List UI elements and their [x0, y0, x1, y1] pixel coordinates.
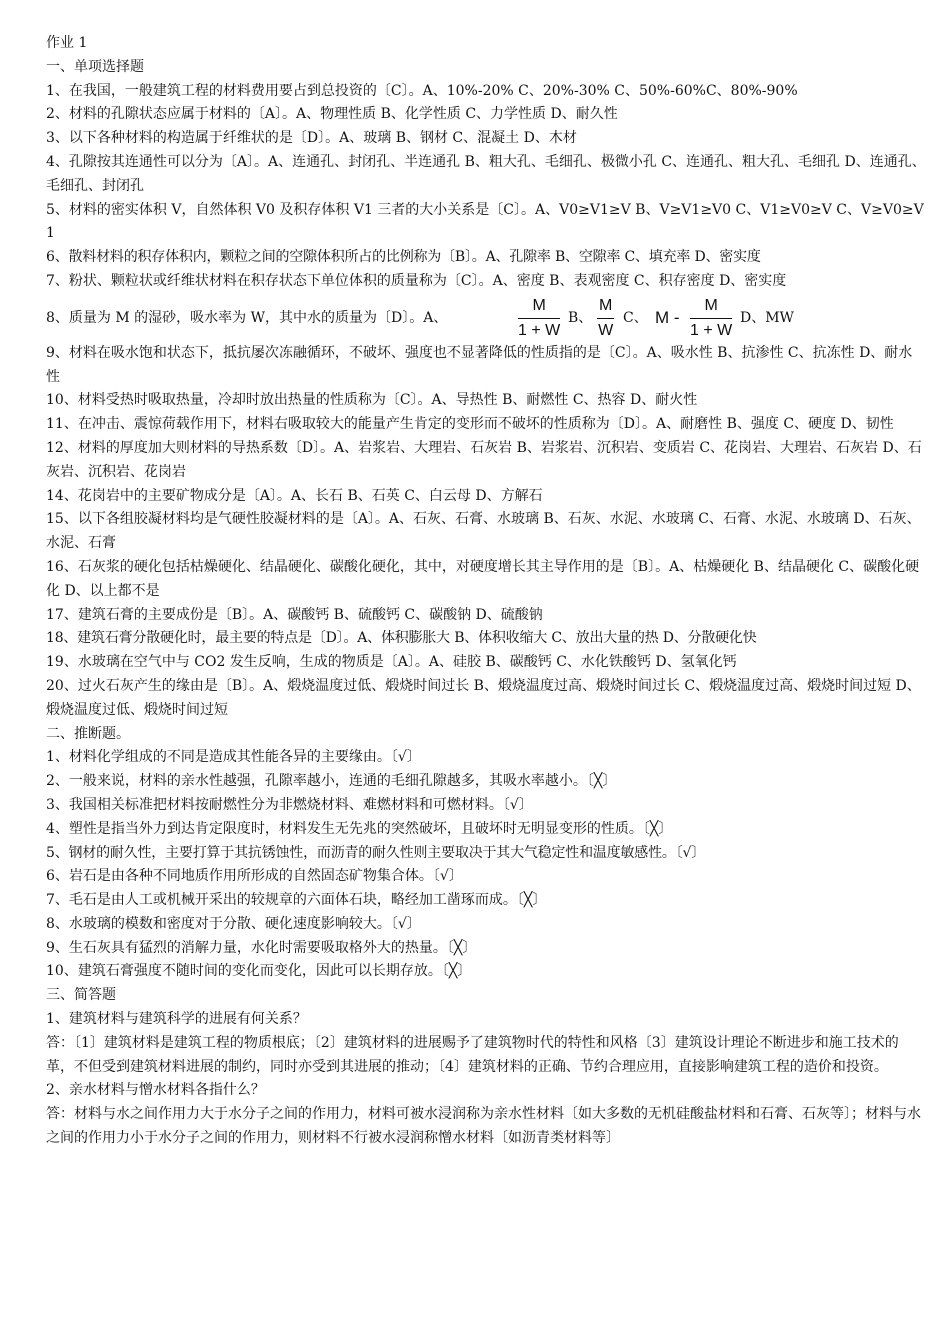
- question-2: 2、材料的孔隙状态应属于材料的〔A〕。A、物理性质 B、化学性质 C、力学性质 D、耐久性: [46, 106, 618, 123]
- doc-title: 作业 1: [46, 35, 88, 51]
- judgement-item: 10、建筑石膏强度不随时间的变化而变化，因此可以长期存放。〔╳〕: [46, 963, 472, 980]
- fraction-c-numerator: M: [690, 294, 732, 319]
- question-9: 9、材料在吸水饱和状态下，抵抗屡次冻融循环，不破坏、强度也不显著降低的性质指的是〔C〕。A、吸水性 B、抗渗性 C、抗冻性 D、耐水性: [46, 344, 913, 385]
- question-18: 18、建筑石膏分散硬化时，最主要的特点是〔D〕。A、体积膨胀大 B、体积收缩大 C、放出大量的热 D、分散硬化快: [46, 630, 757, 647]
- question-8: [46, 294, 926, 342]
- question-6: 6、散料材料的积存体积内，颗粒之间的空隙体积所占的比例称为〔B〕。A、孔隙率 B、空隙率 C、填充率 D、密实度: [46, 249, 761, 266]
- judgement-item: 3、我国相关标准把材料按耐燃性分为非燃烧材料、难燃材料和可燃材料。〔√〕: [46, 796, 533, 813]
- question-3: 3、以下各种材料的构造属于纤维状的是〔D〕。A、玻璃 B、钢材 C、混凝土 D、木材: [46, 130, 577, 147]
- option-d-text: D、MW: [740, 309, 794, 326]
- judgement-item: 6、岩石是由各种不同地质作用所形成的自然固态矿物集合体。〔√〕: [46, 868, 463, 885]
- short-answer-2: 答：材料与水之间作用力大于水分子之间的作用力，材料可被水浸润称为亲水性材料〔如大多数的无机硅酸盐材料和石膏、石灰等〕；材料与水之间的作用力小于水分子之间的作用力，则材料不行被水浸润称憎水材料〔如沥青类材料等〕: [46, 1106, 921, 1147]
- question-14: 14、花岗岩中的主要矿物成分是〔A〕。A、长石 B、石英 C、白云母 D、方解石: [46, 487, 543, 504]
- fraction-a: [518, 294, 560, 343]
- judgement-item: 4、塑性是指当外力到达肯定限度时，材料发生无先兆的突然破坏，且破坏时无明显变形的性质。〔╳〕: [46, 820, 673, 837]
- fraction-c-denominator: 1 + W: [690, 321, 733, 339]
- option-c-label: C、: [623, 309, 648, 326]
- option-c-minus: M -: [655, 307, 680, 327]
- section-heading-judgement: 二、推断题。: [46, 725, 130, 742]
- judgement-item: 7、毛石是由人工或机械开采出的较规章的六面体石块，略经加工凿琢而成。〔╳〕: [46, 892, 547, 909]
- question-15: 15、以下各组胶凝材料均是气硬性胶凝材料的是〔A〕。A、石灰、石膏、水玻璃 B、石灰、水泥、水玻璃 C、石膏、水泥、水玻璃 D、石灰、水泥、石膏: [46, 511, 921, 552]
- judgement-item: 2、一般来说，材料的亲水性越强，孔隙率越小，连通的毛细孔隙越多，其吸水率越小。〔╳〕: [46, 773, 617, 790]
- judgement-item: 8、水玻璃的模数和密度对于分散、硬化速度影响较大。〔√〕: [46, 915, 421, 932]
- short-question-1: 1、建筑材料与建筑科学的进展有何关系？: [46, 1011, 307, 1028]
- judgement-item: 5、钢材的耐久性，主要打算于其抗锈蚀性，而沥青的耐久性则主要取决于其大气稳定性和温度敏感性。〔√〕: [46, 844, 706, 861]
- document-page: [46, 32, 926, 1151]
- question-5: 5、材料的密实体积 V，自然体积 V0 及积存体积 V1 三者的大小关系是〔C〕。A、V0≥V1≥V B、V≥V1≥V0 C、V1≥V0≥V C、V≥V0≥V1: [46, 201, 924, 242]
- question-17: 17、建筑石膏的主要成份是〔B〕。A、碳酸钙 B、硫酸钙 C、碳酸钠 D、硫酸钠: [46, 606, 543, 623]
- fraction-c: [690, 294, 732, 343]
- question-7: 7、粉状、颗粒状或纤维状材料在积存状态下单位体积的质量称为〔C〕。A、密度 B、表观密度 C、积存密度 D、密实度: [46, 272, 787, 289]
- question-12: 12、材料的厚度加大则材料的导热系数〔D〕。A、岩浆岩、大理岩、石灰岩 B、岩浆岩、沉积岩、变质岩 C、花岗岩、大理岩、石灰岩 D、石灰岩、沉积岩、花岗岩: [46, 439, 922, 480]
- question-19: 19、水玻璃在空气中与 CO2 发生反响，生成的物质是〔A〕。A、硅胶 B、碳酸钙 C、水化铁酸钙 D、氢氧化钙: [46, 654, 737, 671]
- question-16: 16、石灰浆的硬化包括枯燥硬化、结晶硬化、碳酸化硬化，其中，对硬度增长其主导作用的是〔B〕。A、枯燥硬化 B、结晶硬化 C、碳酸化硬化 D、以上都不是: [46, 558, 920, 599]
- section-heading-choice: 一、单项选择题: [46, 58, 144, 75]
- section-heading-short-answer: 三、简答题: [46, 987, 116, 1004]
- fraction-b: [597, 294, 614, 343]
- short-question-2: 2、亲水材料与憎水材料各指什么？: [46, 1082, 265, 1099]
- judgement-item: 1、材料化学组成的不同是造成其性能各异的主要缘由。〔√〕: [46, 749, 421, 766]
- question-20: 20、过火石灰产生的缘由是〔B〕。A、煅烧温度过低、煅烧时间过长 B、煅烧温度过高、煅烧时间过长 C、煅烧温度过高、煅烧时间过短 D、煅烧温度过低、煅烧时间过短: [46, 677, 921, 718]
- question-4: 4、孔隙按其连通性可以分为〔A〕。A、连通孔、封闭孔、半连通孔 B、粗大孔、毛细孔、极微小孔 C、连通孔、粗大孔、毛细孔 D、连通孔、毛细孔、封闭孔: [46, 153, 926, 194]
- fraction-a-numerator: M: [518, 294, 560, 319]
- question-8-lead: 8、质量为 M 的湿砂，吸水率为 W，其中水的质量为〔D〕。A、: [46, 309, 448, 326]
- option-b-label: B、: [568, 309, 593, 326]
- fraction-a-denominator: 1 + W: [518, 321, 561, 339]
- short-answer-1: 答：〔1〕建筑材料是建筑工程的物质根底；〔2〕建筑材料的进展赐予了建筑物时代的特性和风格〔3〕建筑设计理论不断进步和施工技术的革，不但受到建筑材料进展的制约，同时亦受到其进展的推动；〔4〕建筑材料的正确、节约合理应用，直接影响建筑工程的造价和投资。: [46, 1034, 899, 1075]
- fraction-b-denominator: W: [598, 321, 614, 339]
- question-11: 11、在冲击、震惊荷载作用下，材料右吸取较大的能量产生肯定的变形而不破坏的性质称为〔D〕。A、耐磨性 B、强度 C、硬度 D、韧性: [46, 416, 894, 433]
- fraction-b-numerator: M: [597, 294, 614, 319]
- question-1: 1、在我国，一般建筑工程的材料费用要占到总投资的〔C〕。A、10%-20% C、20%-30% C、50%-60%C、80%-90%: [46, 82, 798, 99]
- judgement-item: 9、生石灰具有猛烈的消解力量，水化时需要吸取格外大的热量。〔╳〕: [46, 939, 477, 956]
- question-10: 10、材料受热时吸取热量，冷却时放出热量的性质称为〔C〕。A、导热性 B、耐燃性 C、热容 D、耐火性: [46, 392, 698, 409]
